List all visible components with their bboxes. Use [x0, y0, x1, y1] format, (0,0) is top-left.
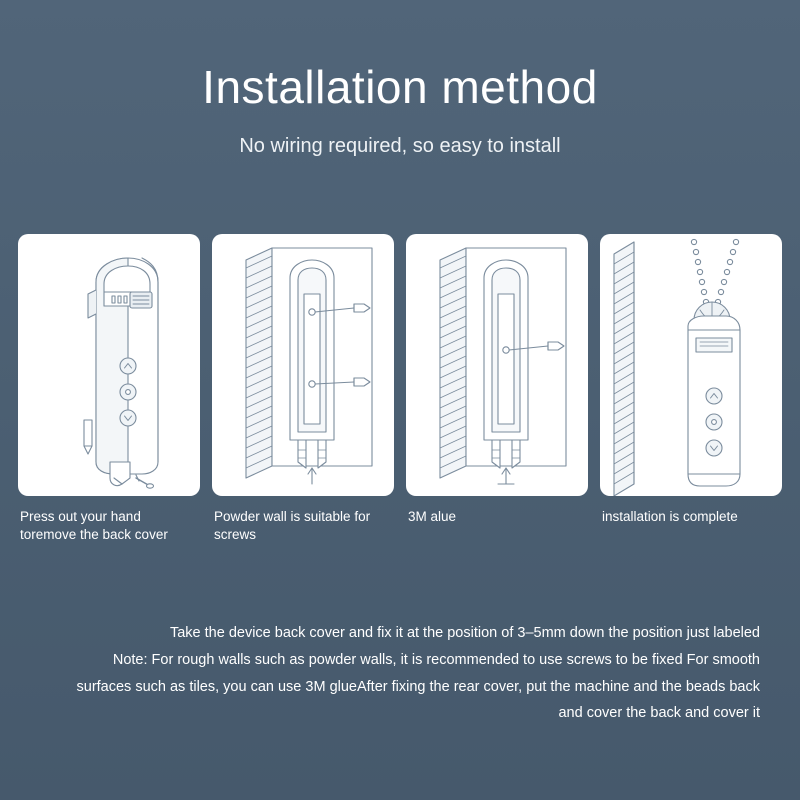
note-line-1: Take the device back cover and fix it at the position of 3–5mm down the position just labeled — [169, 625, 760, 641]
step-item-2 — [212, 234, 394, 544]
steps-container — [18, 234, 782, 544]
bracket-screws-on-powder-wall-icon — [212, 234, 394, 496]
page-subtitle: No wiring required, so easy to install — [239, 134, 561, 157]
page-title: Installation method — [202, 61, 598, 113]
step-item-4 — [600, 234, 782, 544]
step-illustration-card-4 — [600, 234, 782, 496]
step-caption-2: Powder wall is suitable for screws — [214, 509, 371, 543]
step-caption-3: 3M alue — [408, 509, 457, 524]
installation-notes — [60, 620, 760, 727]
step-item-3 — [406, 234, 588, 544]
step-illustration-card-1 — [18, 234, 200, 496]
step-item-1 — [18, 234, 200, 544]
device-back-cover-removal-icon — [18, 234, 200, 496]
note-line-2: Note: For rough walls such as powder walls, it is recommended to use screws to be fixed For smooth surfaces such as tiles, you can use 3M glueAfter fixing the rear cover, put the machine and the beads back and cover the back and cover it — [76, 651, 760, 722]
step-caption-1: Press out your hand toremove the back cover — [20, 509, 168, 543]
step-illustration-card-3 — [406, 234, 588, 496]
installed-device-with-beaded-chain-icon — [600, 234, 782, 496]
bracket-3m-glue-on-wall-icon — [406, 234, 588, 496]
step-illustration-card-2 — [212, 234, 394, 496]
step-caption-4: installation is complete — [602, 509, 738, 524]
